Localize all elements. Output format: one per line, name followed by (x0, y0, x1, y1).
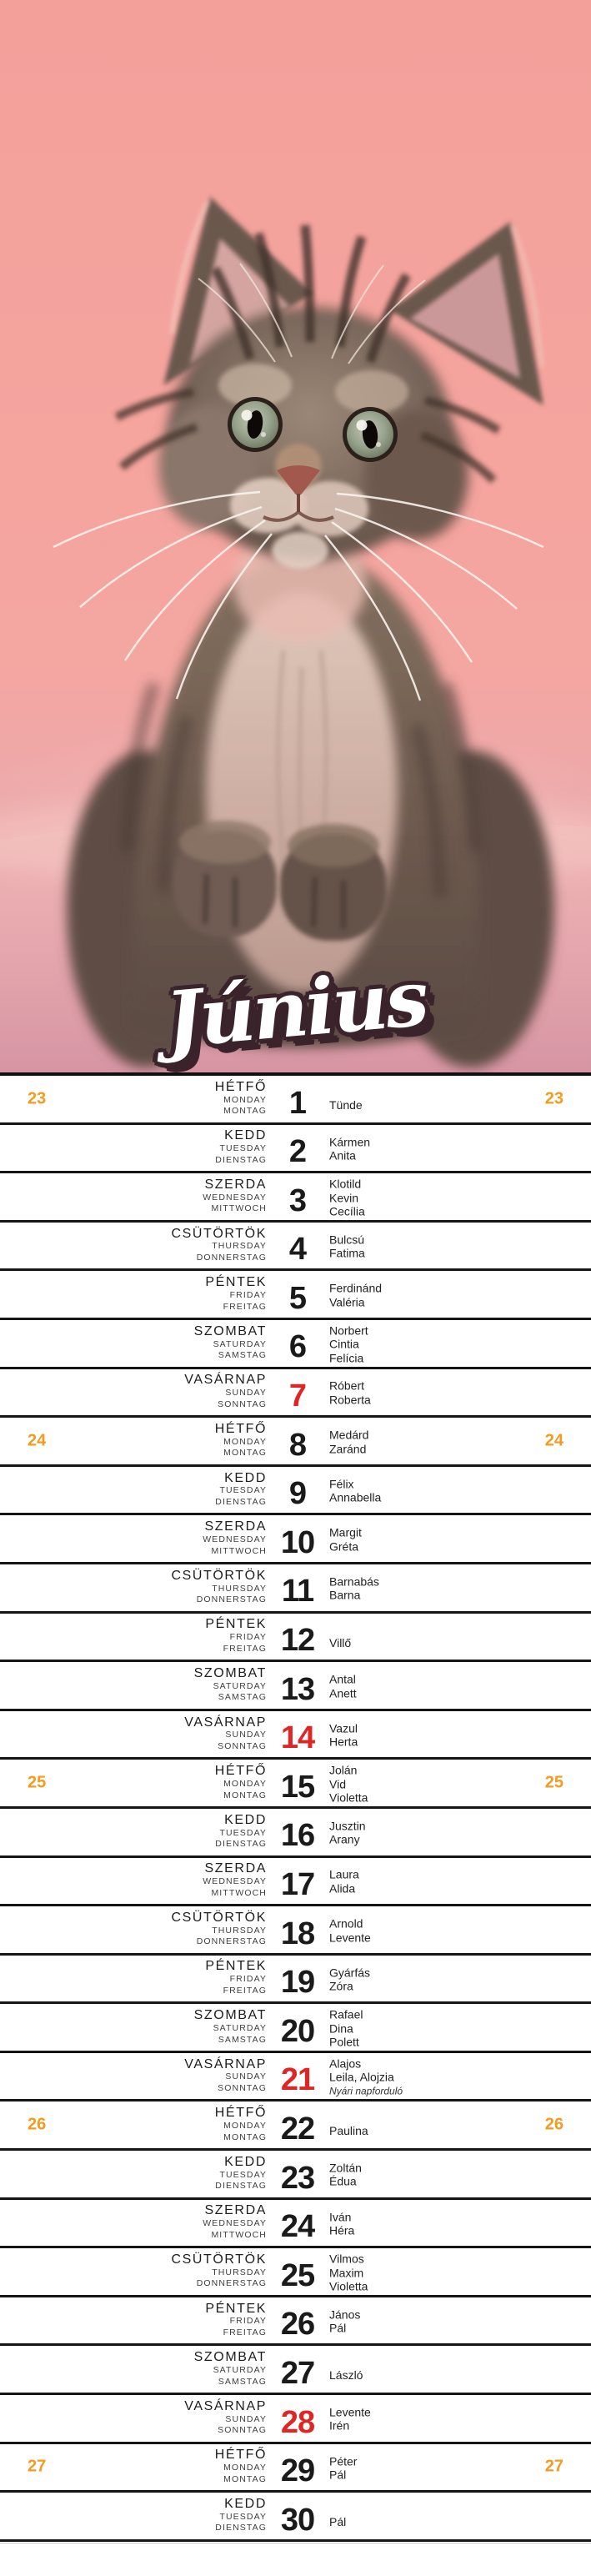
weekday-english: THURSDAY (212, 1583, 267, 1594)
name-days (329, 2515, 346, 2529)
weekday-english: SATURDAY (213, 1338, 267, 1349)
name-day: Levente (329, 2405, 371, 2419)
calendar-row-29 (0, 2444, 591, 2493)
calendar-row-27 (0, 2346, 591, 2395)
day-number: 9 (288, 1476, 307, 1512)
name-day: Herta (329, 1735, 358, 1749)
name-day: Fatima (329, 1246, 365, 1260)
weekday-hungarian: SZERDA (204, 1861, 267, 1876)
weekday-english: TUESDAY (219, 1827, 267, 1838)
weekday-hungarian: SZERDA (204, 1519, 267, 1534)
name-day: Vid (329, 1776, 346, 1790)
weekday-label (171, 2253, 267, 2290)
weekday-english: MONDAY (223, 2121, 267, 2132)
weekday-english: WEDNESDAY (203, 2218, 267, 2229)
weekday-german: SAMSTAG (218, 1350, 267, 1361)
day-number: 4 (288, 1232, 307, 1268)
name-day: Alajos (329, 2056, 362, 2071)
week-number-left: 26 (28, 2115, 47, 2134)
weekday-german: DIENSTAG (215, 2181, 267, 2192)
week-number-right: 27 (544, 2457, 563, 2476)
name-day: Gréta (329, 1539, 359, 1554)
weekday-german: DONNERSTAG (196, 1936, 267, 1947)
weekday-german: SONNTAG (218, 1398, 267, 1409)
name-days (329, 2124, 368, 2138)
day-number: 21 (280, 2062, 315, 2098)
day-number: 18 (280, 1916, 315, 1951)
weekday-label (215, 2498, 267, 2534)
weekday-hungarian: HÉTFŐ (214, 1079, 267, 1094)
weekday-english: WEDNESDAY (203, 1534, 267, 1544)
weekday-german: MITTWOCH (211, 1887, 267, 1898)
calendar-row-19 (0, 1956, 591, 2005)
weekday-hungarian: VASÁRNAP (184, 2398, 267, 2413)
weekday-german: MONTAG (223, 1790, 267, 1800)
weekday-english: THURSDAY (212, 2267, 267, 2277)
day-number: 10 (280, 1524, 315, 1560)
weekday-label (171, 1569, 267, 1606)
weekday-hungarian: SZERDA (204, 2203, 267, 2218)
name-day: Violetta (329, 2279, 368, 2293)
name-day: Héra (329, 2223, 355, 2237)
name-day: Paulina (329, 2124, 368, 2138)
day-number: 7 (288, 1378, 307, 1414)
weekday-label (194, 2009, 267, 2046)
name-day: Cecília (329, 1204, 365, 1218)
weekday-english: THURSDAY (212, 1925, 267, 1936)
weekday-label (215, 2156, 267, 2192)
week-number-right: 26 (544, 2115, 563, 2134)
weekday-hungarian: HÉTFŐ (214, 2106, 267, 2121)
name-day: Dina (329, 2021, 353, 2035)
weekday-english: MONDAY (223, 1094, 267, 1105)
name-days (329, 1379, 371, 1407)
weekday-hungarian: SZOMBAT (193, 2008, 267, 2023)
name-day: János (329, 2307, 361, 2322)
name-days (329, 2210, 354, 2237)
weekday-hungarian: CSÜTÖRTÖK (171, 1568, 267, 1583)
weekday-label (203, 1520, 267, 1557)
name-days (329, 1526, 362, 1554)
calendar-row-17 (0, 1858, 591, 1907)
calendar-row-16 (0, 1809, 591, 1858)
weekday-label (215, 1129, 267, 1166)
name-day: Ferdinánd (329, 1281, 383, 1295)
name-day: Kármen (329, 1135, 371, 1148)
name-day: Anita (329, 1148, 356, 1162)
calendar-row-9 (0, 1467, 591, 1516)
calendar-row-18 (0, 1906, 591, 1956)
name-days (329, 1574, 379, 1602)
kitten-photo (0, 0, 591, 1072)
calendar-row-2 (0, 1125, 591, 1174)
name-day: Annabella (329, 1490, 382, 1504)
weekday-hungarian: VASÁRNAP (184, 1715, 267, 1730)
calendar-row-11 (0, 1564, 591, 1614)
weekday-hungarian: PÉNTEK (205, 1617, 267, 1632)
name-day: Violetta (329, 1790, 368, 1805)
weekday-label (215, 1423, 267, 1459)
name-day: Zóra (329, 1979, 353, 1993)
name-days (329, 1673, 357, 1700)
calendar-row-24 (0, 2200, 591, 2249)
calendar-row-10 (0, 1515, 591, 1564)
weekday-label (215, 2106, 267, 2143)
weekday-hungarian: SZOMBAT (193, 1323, 267, 1338)
name-day: Laura (329, 1867, 359, 1881)
weekday-english: TUESDAY (219, 1143, 267, 1154)
name-day: Leila, Alojzia (329, 2070, 394, 2084)
weekday-label (194, 2351, 267, 2388)
weekday-german: MITTWOCH (211, 1545, 267, 1556)
kitten-illustration (0, 0, 591, 1072)
day-number: 8 (288, 1427, 307, 1463)
name-day: Bulcsú (329, 1233, 365, 1247)
day-number: 22 (280, 2111, 315, 2147)
weekday-label (184, 2058, 267, 2095)
name-day: Margit (329, 1525, 362, 1539)
weekday-label (184, 1715, 267, 1752)
weekday-german: SONNTAG (218, 2083, 267, 2094)
weekday-english: MONDAY (223, 2463, 267, 2473)
name-day: Róbert (329, 1378, 365, 1393)
weekday-label (205, 1276, 267, 1313)
weekday-english: SUNDAY (225, 2413, 267, 2424)
name-day: Gyárfás (329, 1966, 371, 1980)
name-day: Iván (329, 2210, 352, 2224)
weekday-hungarian: HÉTFŐ (214, 2448, 267, 2463)
weekday-label (194, 1325, 267, 1362)
name-days (329, 2007, 363, 2049)
weekday-german: DIENSTAG (215, 1839, 267, 1850)
day-number: 12 (280, 1623, 315, 1659)
weekday-label (205, 1960, 267, 1996)
weekday-german: DIENSTAG (215, 1496, 267, 1507)
weekday-label (203, 1862, 267, 1899)
day-number: 3 (288, 1183, 307, 1218)
weekday-hungarian: SZOMBAT (193, 2350, 267, 2365)
weekday-label (215, 1472, 267, 1509)
weekday-hungarian: KEDD (224, 1470, 267, 1485)
week-number-left: 27 (28, 2457, 47, 2476)
weekday-hungarian: KEDD (224, 2154, 267, 2169)
day-number: 17 (280, 1867, 315, 1902)
calendar-row-12 (0, 1614, 591, 1663)
name-days (329, 1966, 370, 1993)
weekday-label (215, 1765, 267, 1801)
calendar-row-21 (0, 2053, 591, 2102)
weekday-german: SAMSTAG (218, 2034, 267, 2045)
weekday-german: SONNTAG (218, 2425, 267, 2436)
name-day: Cintia (329, 1337, 359, 1351)
name-day: Felícia (329, 1351, 364, 1365)
weekday-label (205, 1618, 267, 1655)
day-number: 30 (280, 2502, 315, 2538)
name-day: Pál (329, 2321, 347, 2335)
weekday-english: SATURDAY (213, 1680, 267, 1691)
weekday-english: SATURDAY (213, 2364, 267, 2375)
name-day: Valéria (329, 1295, 365, 1309)
weekday-label (171, 1911, 267, 1948)
weekday-english: SUNDAY (225, 1388, 267, 1398)
name-days (329, 1177, 365, 1218)
week-number-left: 23 (28, 1089, 47, 1108)
name-days (329, 1429, 368, 1456)
calendar-row-4 (0, 1223, 591, 1272)
weekday-hungarian: SZOMBAT (193, 1665, 267, 1680)
weekday-hungarian: PÉNTEK (205, 2301, 267, 2316)
calendar-row-13 (0, 1662, 591, 1711)
weekday-label (194, 1667, 267, 1704)
week-number-right: 23 (544, 1089, 563, 1108)
month-title: Június (161, 952, 430, 1066)
day-number: 11 (281, 1574, 314, 1609)
weekday-english: WEDNESDAY (203, 1876, 267, 1887)
name-days (329, 1135, 370, 1162)
name-day: Levente (329, 1931, 371, 1944)
weekday-hungarian: CSÜTÖRTÖK (171, 1226, 267, 1241)
name-day: Vilmos (329, 2252, 364, 2266)
weekday-hungarian: PÉNTEK (205, 1275, 267, 1290)
calendar-row-1 (0, 1076, 591, 1125)
weekday-german: SONNTAG (218, 1740, 267, 1751)
calendar-row-26 (0, 2297, 591, 2347)
calendar-row-23 (0, 2151, 591, 2200)
holiday-note: Nyári napforduló (329, 2085, 403, 2097)
day-number: 23 (280, 2160, 315, 2196)
weekday-hungarian: KEDD (224, 2496, 267, 2511)
weekday-german: DONNERSTAG (196, 2278, 267, 2289)
weekday-german: FREITAG (223, 1985, 267, 1996)
name-day: Pál (329, 2514, 347, 2528)
name-days (329, 1282, 382, 1309)
name-day: Pál (329, 2468, 347, 2482)
name-days (329, 1868, 359, 1896)
day-number: 2 (288, 1134, 307, 1170)
day-number: 15 (280, 1769, 315, 1805)
name-day: Norbert (329, 1323, 368, 1338)
weekday-english: FRIDAY (229, 1289, 267, 1300)
name-days (329, 2252, 368, 2293)
weekday-hungarian: HÉTFŐ (214, 1764, 267, 1779)
name-day: Antal (329, 1672, 356, 1686)
calendar-row-3 (0, 1173, 591, 1223)
name-day: Jusztin (329, 1819, 366, 1833)
day-number: 19 (280, 1965, 315, 2001)
weekday-german: MONTAG (223, 2473, 267, 2484)
weekday-hungarian: KEDD (224, 1812, 267, 1827)
name-day: Vazul (329, 1721, 358, 1735)
name-days (329, 1635, 351, 1650)
name-day: Kevin (329, 1190, 359, 1204)
name-days (329, 1917, 371, 1945)
weekday-english: SUNDAY (225, 1730, 267, 1740)
name-days (329, 2307, 360, 2335)
weekday-german: MITTWOCH (211, 2229, 267, 2240)
name-day: Irén (329, 2418, 350, 2433)
day-number: 29 (280, 2453, 315, 2489)
weekday-german: DONNERSTAG (196, 1594, 267, 1605)
weekday-german: MONTAG (223, 2132, 267, 2142)
weekday-german: FREITAG (223, 1643, 267, 1654)
name-day: Félix (329, 1477, 354, 1491)
weekday-label (184, 1373, 267, 1410)
name-days (329, 1721, 358, 1749)
calendar-row-15 (0, 1760, 591, 1809)
day-number: 14 (280, 1720, 315, 1756)
weekday-german: MITTWOCH (211, 1203, 267, 1214)
weekday-hungarian: CSÜTÖRTÖK (171, 1910, 267, 1925)
name-day: Barna (329, 1588, 361, 1602)
name-day: Arnold (329, 1916, 363, 1931)
weekday-hungarian: KEDD (224, 1128, 267, 1143)
weekday-english: SATURDAY (213, 2022, 267, 2033)
calendar-row-6 (0, 1320, 591, 1369)
calendar-row-22 (0, 2101, 591, 2151)
calendar-row-20 (0, 2004, 591, 2053)
calendar-row-7 (0, 1369, 591, 1419)
weekday-label (205, 2302, 267, 2339)
name-days (329, 2405, 371, 2433)
day-number: 6 (288, 1329, 307, 1365)
day-number: 16 (280, 1818, 315, 1854)
name-days (329, 2368, 363, 2383)
weekday-german: DIENSTAG (215, 1154, 267, 1165)
name-days (329, 1477, 381, 1504)
name-days (329, 1819, 366, 1846)
weekday-label (203, 2204, 267, 2241)
name-days (329, 2161, 362, 2188)
day-number: 20 (280, 2013, 315, 2049)
weekday-english: FRIDAY (229, 2316, 267, 2327)
name-day: Roberta (329, 1393, 371, 1407)
week-number-right: 24 (544, 1431, 563, 1450)
name-day: Zoltán (329, 2161, 362, 2175)
name-day: Barnabás (329, 1574, 379, 1589)
weekday-english: MONDAY (223, 1436, 267, 1447)
day-number: 26 (280, 2307, 315, 2343)
weekday-english: TUESDAY (219, 2511, 267, 2522)
weekday-hungarian: VASÁRNAP (184, 2056, 267, 2071)
day-number: 1 (288, 1085, 307, 1121)
name-day: Alida (329, 1881, 356, 1896)
name-day: Zaránd (329, 1442, 367, 1456)
weekday-english: MONDAY (223, 1778, 267, 1789)
weekday-german: DONNERSTAG (196, 1252, 267, 1263)
weekday-german: SAMSTAG (218, 1692, 267, 1703)
weekday-label (215, 1814, 267, 1850)
weekday-label (184, 2400, 267, 2437)
calendar-row-14 (0, 1711, 591, 1760)
name-day: Villő (329, 1635, 352, 1650)
calendar-row-5 (0, 1271, 591, 1320)
calendar-row-25 (0, 2248, 591, 2297)
day-number: 27 (280, 2355, 315, 2391)
name-days (329, 1763, 368, 1805)
day-number: 24 (280, 2209, 315, 2245)
day-number: 13 (280, 1671, 315, 1707)
week-number-right: 25 (544, 1773, 563, 1792)
weekday-german: FREITAG (223, 1301, 267, 1312)
day-number: 5 (288, 1280, 307, 1316)
name-day: Édua (329, 2174, 357, 2188)
name-day: Klotild (329, 1177, 362, 1191)
weekday-label (203, 1178, 267, 1215)
weekday-label (171, 1228, 267, 1264)
calendar-row-30 (0, 2493, 591, 2542)
name-day: Arany (329, 1832, 360, 1846)
day-number: 28 (280, 2404, 315, 2440)
weekday-english: THURSDAY (212, 1241, 267, 1252)
weekday-hungarian: CSÜTÖRTÖK (171, 2252, 267, 2267)
name-day: Tünde (329, 1097, 363, 1112)
weekday-hungarian: HÉTFŐ (214, 1421, 267, 1436)
name-days (329, 1323, 368, 1365)
name-days (329, 2454, 357, 2482)
calendar-row-28 (0, 2395, 591, 2444)
weekday-english: WEDNESDAY (203, 1192, 267, 1203)
weekday-german: FREITAG (223, 2327, 267, 2338)
name-day: Péter (329, 2454, 358, 2468)
weekday-english: TUESDAY (219, 1485, 267, 1496)
week-number-left: 25 (28, 1773, 47, 1792)
weekday-english: FRIDAY (229, 1974, 267, 1985)
name-day: Medárd (329, 1428, 369, 1442)
name-days (329, 1098, 363, 1112)
weekday-english: FRIDAY (229, 1632, 267, 1643)
weekday-german: SAMSTAG (218, 2376, 267, 2387)
weekday-hungarian: SZERDA (204, 1177, 267, 1192)
weekday-german: MONTAG (223, 1448, 267, 1459)
calendar (0, 1072, 591, 2542)
day-number: 25 (280, 2257, 315, 2293)
name-days (329, 1233, 365, 1260)
name-day: Jolán (329, 1763, 358, 1777)
weekday-german: DIENSTAG (215, 2523, 267, 2533)
weekday-english: SUNDAY (225, 2071, 267, 2082)
weekday-hungarian: VASÁRNAP (184, 1373, 267, 1388)
name-day: Rafael (329, 2007, 363, 2021)
weekday-label (215, 1081, 267, 1117)
name-days (329, 2056, 403, 2098)
weekday-label (215, 2448, 267, 2485)
weekday-german: MONTAG (223, 1106, 267, 1117)
weekday-hungarian: PÉNTEK (205, 1959, 267, 1974)
name-day: Polett (329, 2035, 359, 2049)
name-day: Anett (329, 1686, 357, 1700)
week-number-left: 24 (28, 1431, 47, 1450)
weekday-english: TUESDAY (219, 2169, 267, 2180)
name-day: Maxim (329, 2265, 364, 2279)
name-day: László (329, 2368, 363, 2383)
calendar-row-8 (0, 1418, 591, 1467)
